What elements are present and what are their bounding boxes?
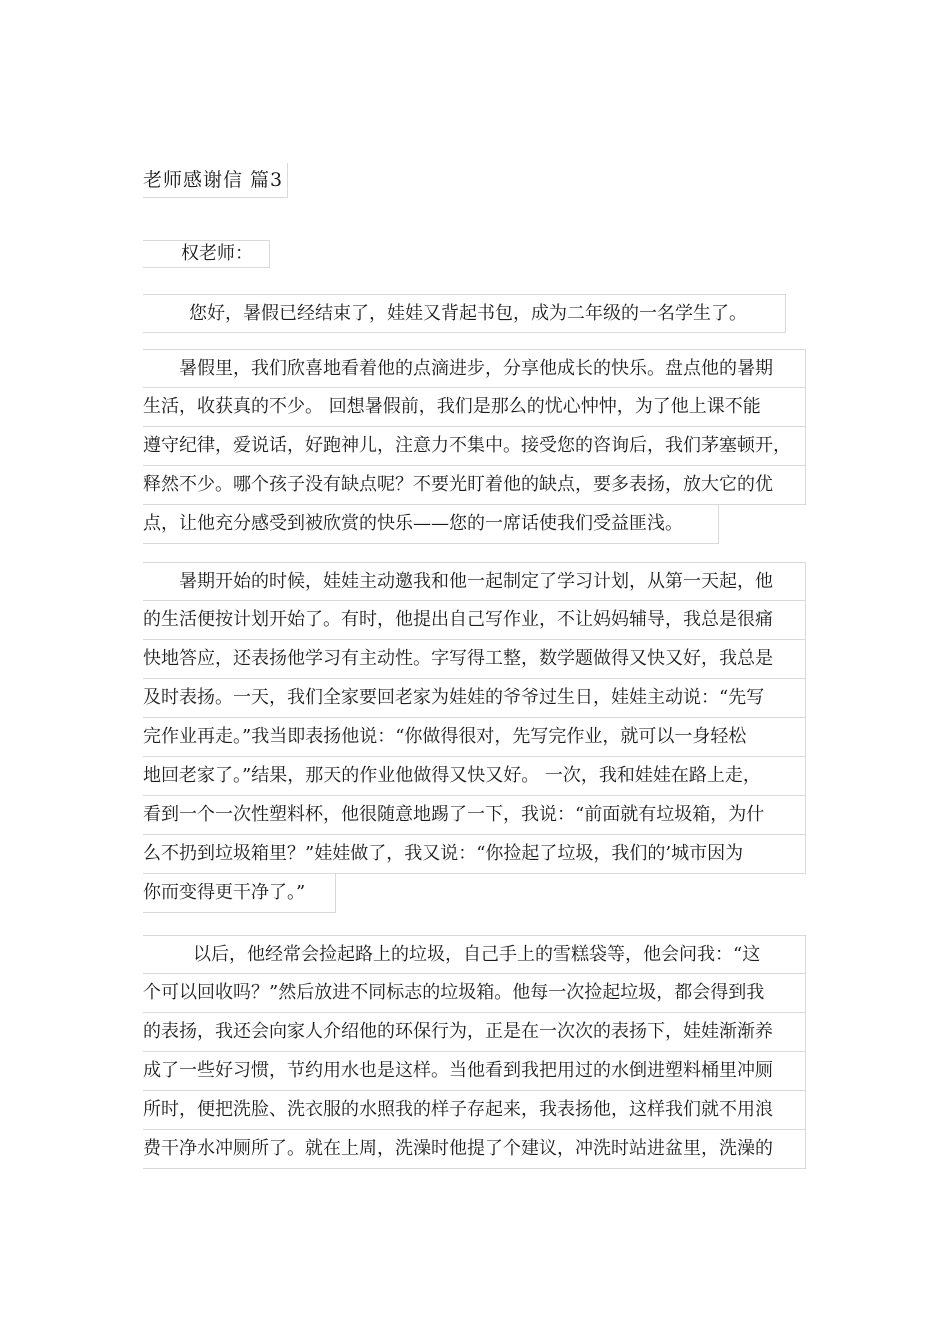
paragraph-line: 暑假里，我们欣喜地看着他的点滴进步，分享他成长的快乐。盘点他的暑期 — [143, 349, 806, 388]
paragraph-line: 费干净水冲厕所了。就在上周，洗澡时他提了个建议，冲洗时站进盆里，洗澡的 — [143, 1130, 806, 1169]
paragraph-line: 遵守纪律，爱说话，好跑神儿，注意力不集中。接受您的咨询后，我们茅塞顿开， — [143, 427, 806, 466]
paragraph-line: 点，让他充分感受到被欣赏的快乐——您的一席话使我们受益匪浅。 — [143, 505, 719, 544]
paragraph-4 — [143, 935, 806, 1169]
paragraph-line: 释然不少。哪个孩子没有缺点呢？不要光盯着他的缺点，要多表扬，放大它的优 — [143, 466, 806, 505]
paragraph-line: 么不扔到垃圾箱里？”娃娃做了，我又说：“你捡起了垃圾，我们的’城市因为 — [143, 835, 806, 874]
paragraph-line: 所时，便把洗脸、洗衣服的水照我的样子存起来，我表扬他，这样我们就不用浪 — [143, 1091, 806, 1130]
paragraph-line: 成了一些好习惯，节约用水也是这样。当他看到我把用过的水倒进塑料桶里冲厕 — [143, 1052, 806, 1091]
paragraph-1 — [143, 294, 786, 333]
paragraph-line: 的表扬，我还会向家人介绍他的环保行为，正是在一次次的表扬下，娃娃渐渐养 — [143, 1013, 806, 1052]
paragraph-line: 看到一个一次性塑料杯，他很随意地踢了一下，我说：“前面就有垃圾箱，为什 — [143, 796, 806, 835]
paragraph-3 — [143, 562, 806, 913]
paragraph-2 — [143, 349, 806, 544]
paragraph-line: 地回老家了。”结果，那天的作业他做得又快又好。 一次，我和娃娃在路上走， — [143, 757, 806, 796]
paragraph-line: 完作业再走。”我当即表扬他说：“你做得很对，先写完作业，就可以一身轻松 — [143, 718, 806, 757]
paragraph-line: 以后，他经常会捡起路上的垃圾，自己手上的雪糕袋等，他会问我：“这 — [143, 935, 806, 974]
paragraph-line: 你而变得更干净了。” — [143, 874, 336, 913]
document-title: 老师感谢信 篇3 — [143, 163, 288, 198]
paragraph-line: 您好，暑假已经结束了，娃娃又背起书包，成为二年级的一名学生了。 — [143, 294, 786, 333]
paragraph-line: 暑期开始的时候，娃娃主动邀我和他一起制定了学习计划，从第一天起，他 — [143, 562, 806, 601]
paragraph-line: 及时表扬。一天，我们全家要回老家为娃娃的爷爷过生日，娃娃主动说：“先写 — [143, 679, 806, 718]
paragraph-line: 个可以回收吗？”然后放进不同标志的垃圾箱。他每一次捡起垃圾，都会得到我 — [143, 974, 806, 1013]
paragraph-line: 的生活便按计划开始了。有时，他提出自己写作业，不让妈妈辅导，我总是很痛 — [143, 601, 806, 640]
paragraph-line: 生活，收获真的不少。 回想暑假前，我们是那么的忧心忡忡，为了他上课不能 — [143, 388, 806, 427]
paragraph-line: 快地答应，还表扬他学习有主动性。字写得工整，数学题做得又快又好，我总是 — [143, 640, 806, 679]
salutation: 权老师： — [143, 240, 270, 268]
